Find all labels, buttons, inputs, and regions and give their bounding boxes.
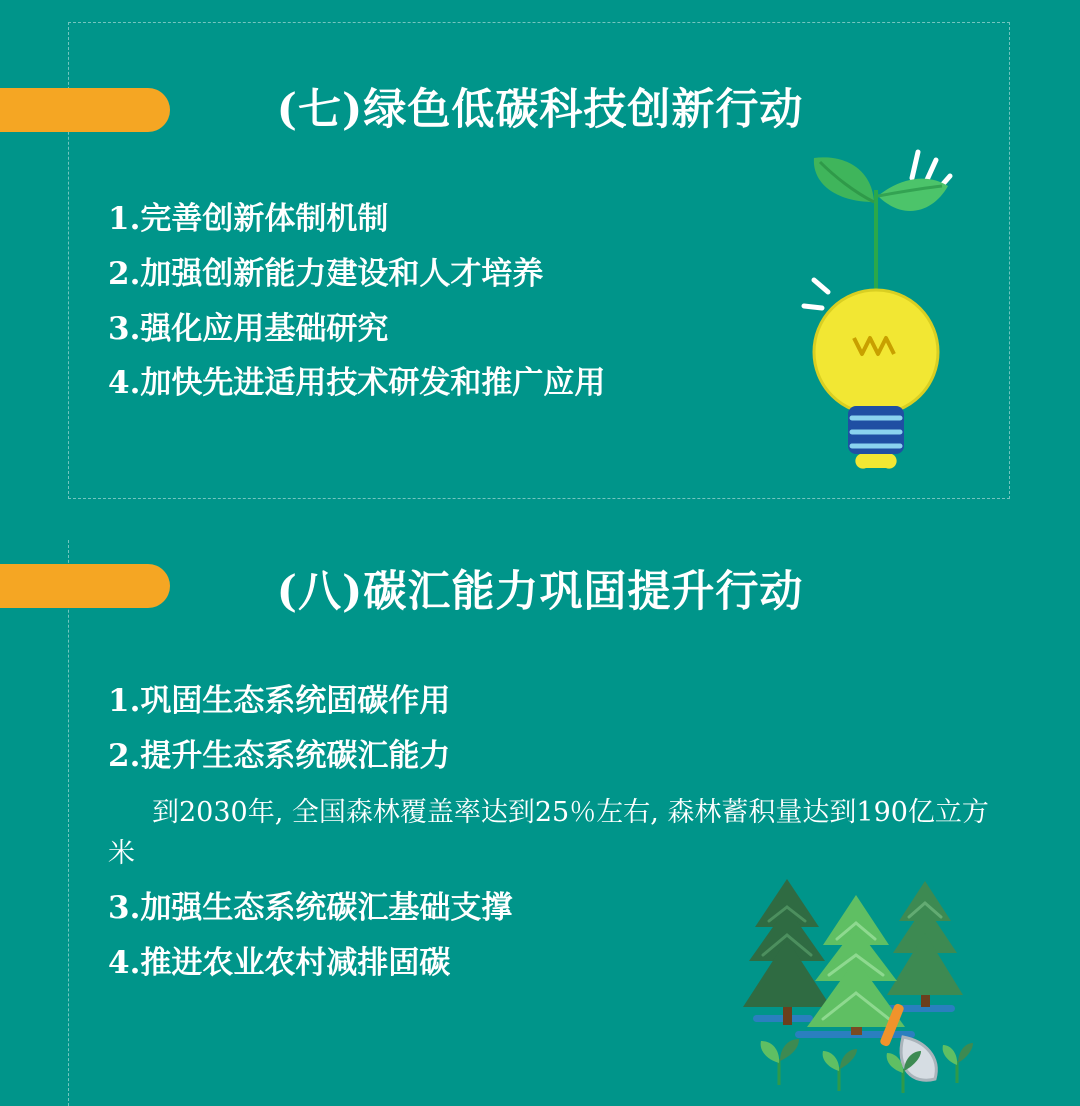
list-item: 2.加强创新能力建设和人才培养 xyxy=(108,255,544,292)
list-item: 4.加快先进适用技术研发和推广应用 xyxy=(108,365,606,402)
lightbulb-sprout-icon xyxy=(790,130,970,475)
section-two-note-text: 到2030年, 全国森林覆盖率达到25％左右, 森林蓄积量达到190亿立方米 xyxy=(108,796,989,870)
section-two-title: (八)碳汇能力巩固提升行动 xyxy=(276,567,804,617)
section-one-title: (七)绿色低碳科技创新行动 xyxy=(276,85,804,135)
list-item: 2.提升生态系统碳汇能力 xyxy=(108,737,451,774)
section-one-list xyxy=(108,200,605,419)
list-item: 3.加强生态系统碳汇基础支撑 xyxy=(108,890,513,927)
list-item: 1.完善创新体制机制 xyxy=(108,201,389,237)
list-item: 3.强化应用基础研究 xyxy=(108,310,389,347)
list-item: 4.推进农业农村减排固碳 xyxy=(108,944,451,981)
list-item: 1.巩固生态系统固碳作用 xyxy=(108,683,451,719)
forest-trees-icon xyxy=(735,855,985,1100)
